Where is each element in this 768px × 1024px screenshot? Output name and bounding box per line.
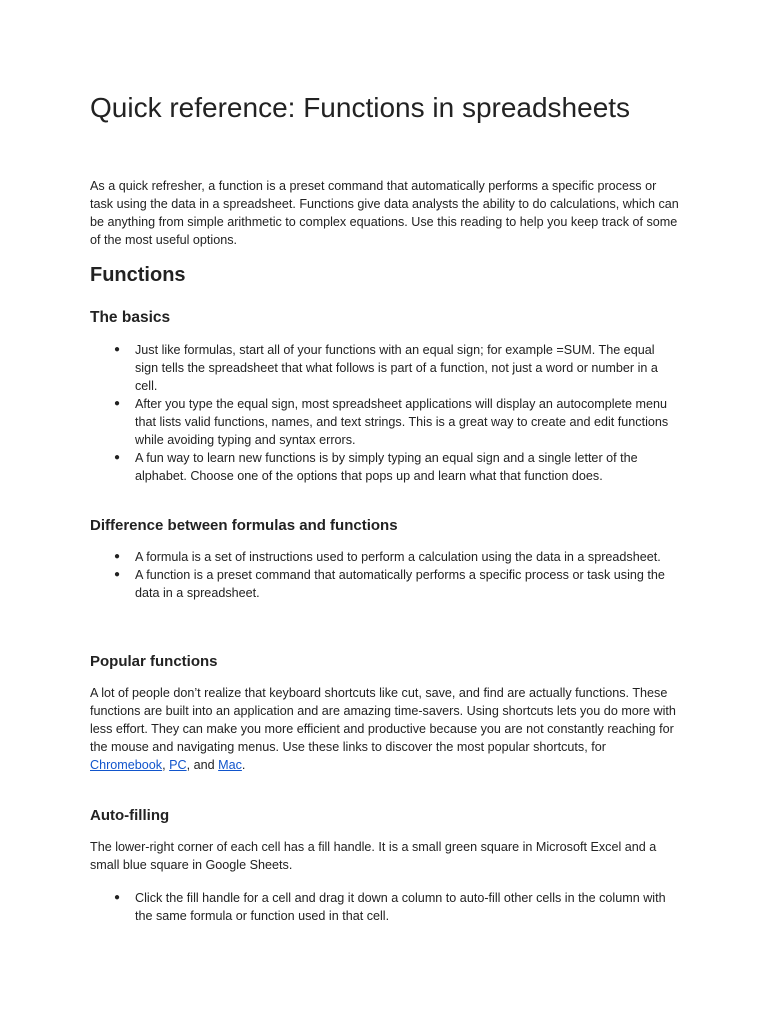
list-item-text: A formula is a set of instructions used to perform a calculation using the data in a spreadsheet. bbox=[135, 550, 661, 564]
bullet-icon: ● bbox=[114, 344, 121, 355]
separator-text: , and bbox=[186, 758, 219, 772]
list-item bbox=[90, 566, 680, 602]
list-item bbox=[90, 395, 680, 449]
list-item-text: Just like formulas, start all of your functions with an equal sign; for example =SUM. The equal sign tells the spreadsheet that what follows is part of a function, not just a word or number in a cell. bbox=[135, 343, 658, 393]
difference-list bbox=[90, 548, 680, 602]
bullet-icon: ● bbox=[114, 569, 121, 580]
list-item-text: After you type the equal sign, most spreadsheet applications will display an autocomplete menu that lists valid functions, names, and text strings. This is a great way to create and edit functions while avoiding typing and syntax errors. bbox=[135, 397, 669, 447]
list-item bbox=[90, 889, 680, 925]
list-item-text: A fun way to learn new functions is by simply typing an equal sign and a single letter of the alphabet. Choose one of the options that pops up and learn what that function does. bbox=[135, 451, 638, 483]
chromebook-link[interactable]: Chromebook bbox=[90, 758, 163, 772]
popular-paragraph bbox=[90, 684, 680, 774]
list-item bbox=[90, 548, 680, 566]
basics-list bbox=[90, 341, 680, 485]
popular-text: A lot of people don’t realize that keyboard shortcuts like cut, save, and find are actually functions. These functions are built into an application and are amazing time-savers. Using shortcuts lets you do more with less effort. They can make you more efficient and productive because you are not constantly reaching for the mouse and navigating menus. Use these links to discover the most popular shortcuts, for bbox=[90, 686, 676, 754]
period-text: . bbox=[241, 758, 246, 772]
functions-heading: Functions bbox=[90, 264, 186, 286]
list-item-text: A function is a preset command that automatically performs a specific process or task using the data in a spreadsheet. bbox=[135, 568, 665, 600]
list-item bbox=[90, 449, 680, 485]
pc-link[interactable]: PC bbox=[169, 758, 187, 772]
autofill-paragraph: The lower-right corner of each cell has a fill handle. It is a small green square in Microsoft Excel and a small blue square in Google Sheets. bbox=[90, 840, 657, 872]
bullet-icon: ● bbox=[114, 452, 121, 463]
difference-heading: Difference between formulas and functions bbox=[90, 517, 398, 534]
autofill-heading: Auto-filling bbox=[90, 807, 170, 824]
bullet-icon: ● bbox=[114, 551, 121, 562]
bullet-icon: ● bbox=[114, 892, 121, 903]
bullet-icon: ● bbox=[114, 398, 121, 409]
list-item bbox=[90, 341, 680, 395]
separator-text: , bbox=[162, 758, 170, 772]
popular-heading: Popular functions bbox=[90, 653, 218, 670]
autofill-list bbox=[90, 889, 680, 925]
basics-heading: The basics bbox=[90, 309, 171, 326]
list-item-text: Click the fill handle for a cell and drag it down a column to auto-fill other cells in the column with the same formula or function used in that cell. bbox=[135, 891, 666, 923]
intro-paragraph: As a quick refresher, a function is a preset command that automatically performs a specific process or task using the data in a spreadsheet. Functions give data analysts the ability to do calculations, which can be anything from simple arithmetic to complex equations. Use this reading to help you keep track of some of the most useful options. bbox=[90, 179, 679, 247]
mac-link[interactable]: Mac bbox=[218, 758, 242, 772]
page-title: Quick reference: Functions in spreadsheets bbox=[90, 92, 631, 123]
